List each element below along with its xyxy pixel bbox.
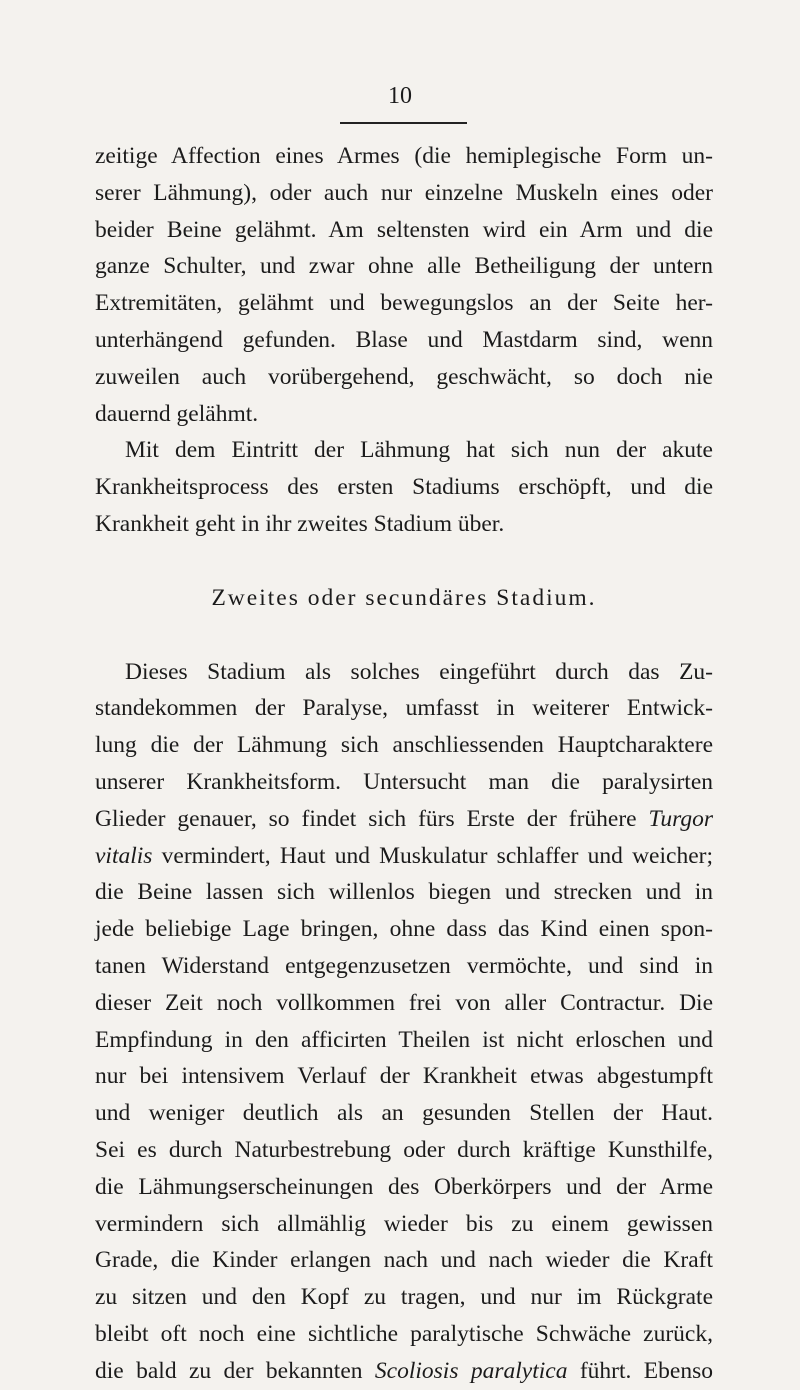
text-line [95, 1353, 713, 1390]
text-line: unterhängend gefunden. Blase und Mastdarm sind, wenn [95, 326, 713, 353]
text-line: beider Beine gelähmt. Am seltensten wird ein Arm und die [95, 216, 713, 243]
text-line: dauernd gelähmt. [95, 400, 259, 427]
text-line [95, 801, 713, 838]
text-line: Dieses Stadium als solches eingeführt durch das Zu- [125, 658, 713, 685]
text-line: vermindern sich allmählig wieder bis zu einem gewissen [95, 1210, 713, 1237]
text-line: dieser Zeit noch vollkommen frei von aller Contractur. Die [95, 989, 713, 1016]
italic-term: vitalis [95, 842, 153, 869]
text-line: Krankheitsprocess des ersten Stadiums erschöpft, und die [95, 474, 713, 501]
text-line: Mit dem Eintritt der Lähmung hat sich nun der akute [125, 437, 713, 464]
text-line: nur bei intensivem Verlauf der Krankheit etwas abgestumpft [95, 1063, 713, 1090]
text-line: unserer Krankheitsform. Untersucht man die paralysirten [95, 768, 713, 795]
text-line: Empfindung in den afficirten Theilen ist nicht erloschen und [95, 1026, 713, 1053]
header-rule [340, 122, 467, 124]
text-fragment: die bald zu der bekannten [95, 1357, 375, 1384]
text-line: standekommen der Paralyse, umfasst in weiterer Entwick- [95, 695, 713, 722]
text-line: bleibt oft noch eine sichtliche paralytische Schwäche zurück, [95, 1320, 713, 1347]
text-line: jede beliebige Lage bringen, ohne dass das Kind einen spon- [95, 916, 713, 943]
section-heading: Zweites oder secundäres Stadium. [211, 584, 597, 611]
italic-term: Scoliosis paralytica [374, 1357, 568, 1384]
text-line: tanen Widerstand entgegenzusetzen vermöchte, und sind in [95, 952, 713, 979]
body-text [95, 138, 713, 1390]
text-line: die Beine lassen sich willenlos biegen und strecken und in [95, 879, 713, 906]
page-number: 10 [388, 83, 412, 109]
text-line: serer Lähmung), oder auch nur einzelne Muskeln eines oder [95, 179, 713, 206]
text-line: Extremitäten, gelähmt und bewegungslos an der Seite her- [95, 290, 713, 317]
text-line: die Lähmungserscheinungen des Oberkörpers und der Arme [95, 1173, 713, 1200]
italic-term: Turgor [648, 805, 713, 832]
text-fragment: vermindert, Haut und Muskulatur schlaffer und weicher; [152, 842, 713, 869]
text-line: zu sitzen und den Kopf zu tragen, und nur im Rückgrate [95, 1284, 713, 1311]
text-line: ganze Schulter, und zwar ohne alle Betheiligung der untern [95, 253, 713, 280]
text-line: zeitige Affection eines Armes (die hemiplegische Form un- [95, 143, 713, 169]
text-line [95, 838, 713, 875]
text-line: Krankheit geht in ihr zweites Stadium über. [95, 510, 505, 537]
text-fragment: Glieder genauer, so findet sich fürs Erste der frühere [95, 805, 649, 832]
text-fragment: führt. Ebenso [567, 1357, 713, 1384]
text-line: Sei es durch Naturbestrebung oder durch kräftige Kunsthilfe, [95, 1136, 713, 1163]
text-line: Grade, die Kinder erlangen nach und nach wieder die Kraft [95, 1247, 713, 1274]
text-line: und weniger deutlich als an gesunden Stellen der Haut. [95, 1100, 713, 1127]
text-line: zuweilen auch vorübergehend, geschwächt, so doch nie [95, 363, 713, 390]
text-line: lung die der Lähmung sich anschliessenden Hauptcharaktere [95, 732, 713, 759]
